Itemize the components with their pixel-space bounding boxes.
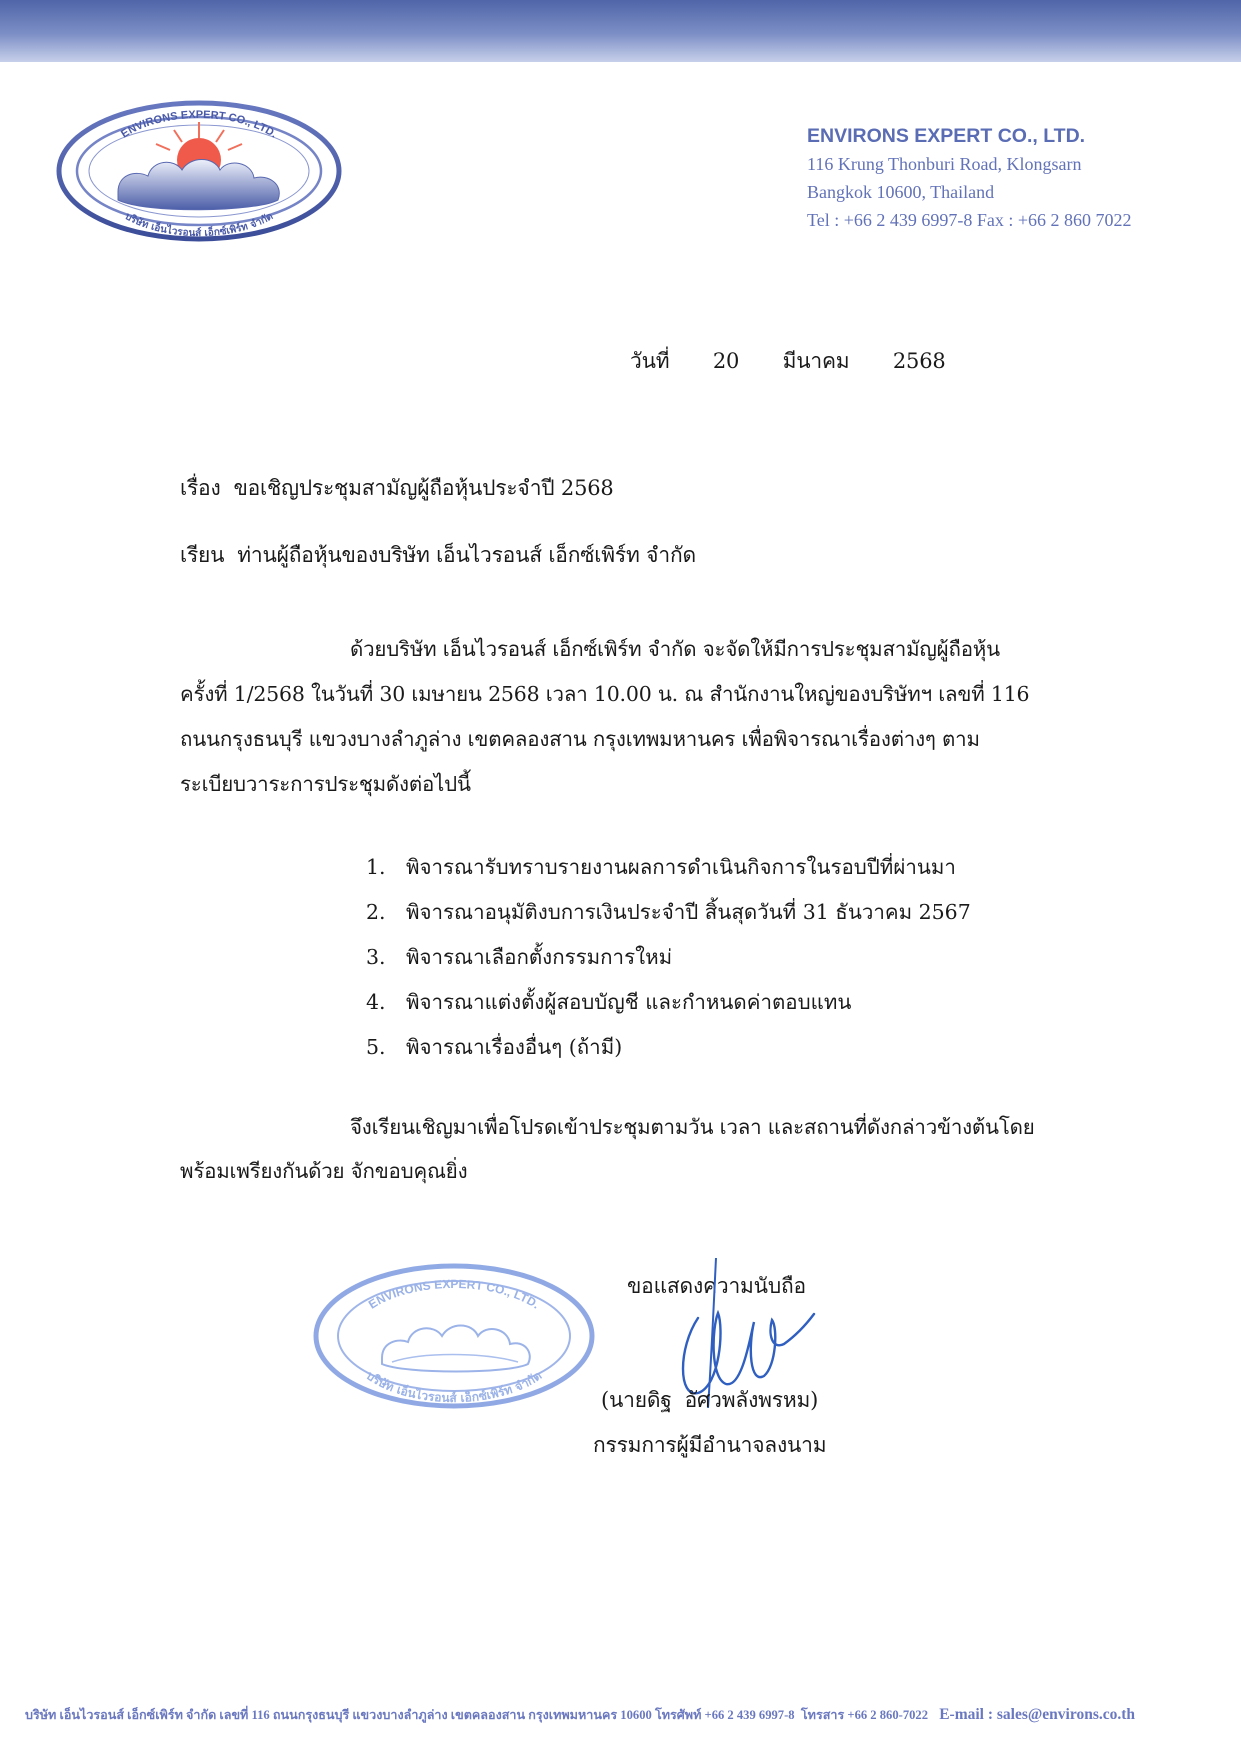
body-line: ระเบียบวาระการประชุมดังต่อไปนี้ bbox=[180, 772, 471, 796]
agenda-text: พิจารณาเรื่องอื่นๆ (ถ้ามี) bbox=[406, 1035, 623, 1059]
svg-text:บริษัท เอ็นไวรอนส์ เอ็กซ์เพิร์: บริษัท เอ็นไวรอนส์ เอ็กซ์เพิร์ท จำกัด bbox=[363, 1368, 545, 1406]
letter-subject: เรื่อง ขอเชิญประชุมสามัญผู้ถือหุ้นประจำปี 2568 bbox=[180, 476, 614, 500]
agenda-text: พิจารณาเลือกตั้งกรรมการใหม่ bbox=[406, 945, 673, 969]
address-line-1: 116 Krung Thonburi Road, Klongsarn bbox=[807, 154, 1082, 174]
closing-line: จึงเรียนเชิญมาเพื่อโปรดเข้าประชุมตามวัน เวลา และสถานที่ดังกล่าวข้างต้นโดย bbox=[350, 1115, 1035, 1139]
contact-line: Tel : +66 2 439 6997-8 Fax : +66 2 860 7022 bbox=[807, 210, 1132, 230]
agenda-item bbox=[366, 935, 971, 980]
letter-body bbox=[180, 627, 1060, 807]
signer-name: (นายดิฐ อัศวพลังพรหม) bbox=[601, 1388, 819, 1412]
agenda-number: 1. bbox=[366, 855, 386, 879]
company-logo bbox=[56, 100, 342, 242]
agenda-text: พิจารณาอนุมัติงบการเงินประจำปี สิ้นสุดวันที่ 31 ธันวาคม 2567 bbox=[406, 900, 971, 924]
closing-line: พร้อมเพรียงกันด้วย จักขอบคุณยิ่ง bbox=[180, 1159, 468, 1183]
agenda-item bbox=[366, 845, 971, 890]
body-line: ด้วยบริษัท เอ็นไวรอนส์ เอ็กซ์เพิร์ท จำกัด จะจัดให้มีการประชุมสามัญผู้ถือหุ้น bbox=[350, 637, 1000, 661]
agenda-text: พิจารณาแต่งตั้งผู้สอบบัญชี และกำหนดค่าตอบแทน bbox=[406, 990, 852, 1014]
svg-text:ENVIRONS EXPERT CO., LTD.: ENVIRONS EXPERT CO., LTD. bbox=[119, 108, 280, 141]
signer-position: กรรมการผู้มีอำนาจลงนาม bbox=[593, 1433, 827, 1457]
agenda-number: 2. bbox=[366, 900, 386, 924]
footer-email: E-mail : sales@environs.co.th bbox=[939, 1706, 1136, 1723]
letter-salutation: เรียน ท่านผู้ถือหุ้นของบริษัท เอ็นไวรอนส์ เอ็กซ์เพิร์ท จำกัด bbox=[180, 543, 696, 567]
agenda-number: 5. bbox=[366, 1035, 386, 1059]
agenda-text: พิจารณารับทราบรายงานผลการดำเนินกิจการในรอบปีที่ผ่านมา bbox=[406, 855, 956, 879]
address-line-2: Bangkok 10600, Thailand bbox=[807, 182, 995, 202]
letter-footer bbox=[25, 1705, 1225, 1725]
agenda-item bbox=[366, 890, 971, 935]
agenda-item bbox=[366, 1025, 971, 1070]
company-stamp bbox=[312, 1262, 596, 1410]
letter-date: วันที่ 20 มีนาคม 2568 bbox=[630, 349, 946, 373]
svg-text:ENVIRONS EXPERT CO., LTD.: ENVIRONS EXPERT CO., LTD. bbox=[365, 1276, 543, 1312]
company-info bbox=[807, 122, 1227, 234]
svg-text:บริษัท เอ็นไวรอนส์ เอ็กซ์เพิร์: บริษัท เอ็นไวรอนส์ เอ็กซ์เพิร์ท จำกัด bbox=[122, 211, 276, 240]
agenda-number: 4. bbox=[366, 990, 386, 1014]
agenda-item bbox=[366, 980, 971, 1025]
letter-closing bbox=[180, 1105, 1060, 1193]
footer-address: บริษัท เอ็นไวรอนส์ เอ็กซ์เพิร์ท จำกัด เลขที่ 116 ถนนกรุงธนบุรี แขวงบางลำภูล่าง เขตคลองสาน กรุงเทพมหานคร 10600 โทรศัพท์ +66 2 439 6997-8 โทรสาร +66 2 860-7022 bbox=[25, 1708, 929, 1722]
body-line: ครั้งที่ 1/2568 ในวันที่ 30 เมษายน 2568 เวลา 10.00 น. ณ สำนักงานใหญ่ของบริษัทฯ เลขที่ 116 bbox=[180, 682, 1030, 706]
letterhead-band bbox=[0, 0, 1241, 62]
body-line: ถนนกรุงธนบุรี แขวงบางลำภูล่าง เขตคลองสาน กรุงเทพมหานคร เพื่อพิจารณาเรื่องต่างๆ ตาม bbox=[180, 727, 980, 751]
agenda-number: 3. bbox=[366, 945, 386, 969]
closing-regards: ขอแสดงความนับถือ bbox=[627, 1274, 806, 1298]
agenda-list bbox=[366, 845, 971, 1070]
company-name: ENVIRONS EXPERT CO., LTD. bbox=[807, 125, 1086, 147]
